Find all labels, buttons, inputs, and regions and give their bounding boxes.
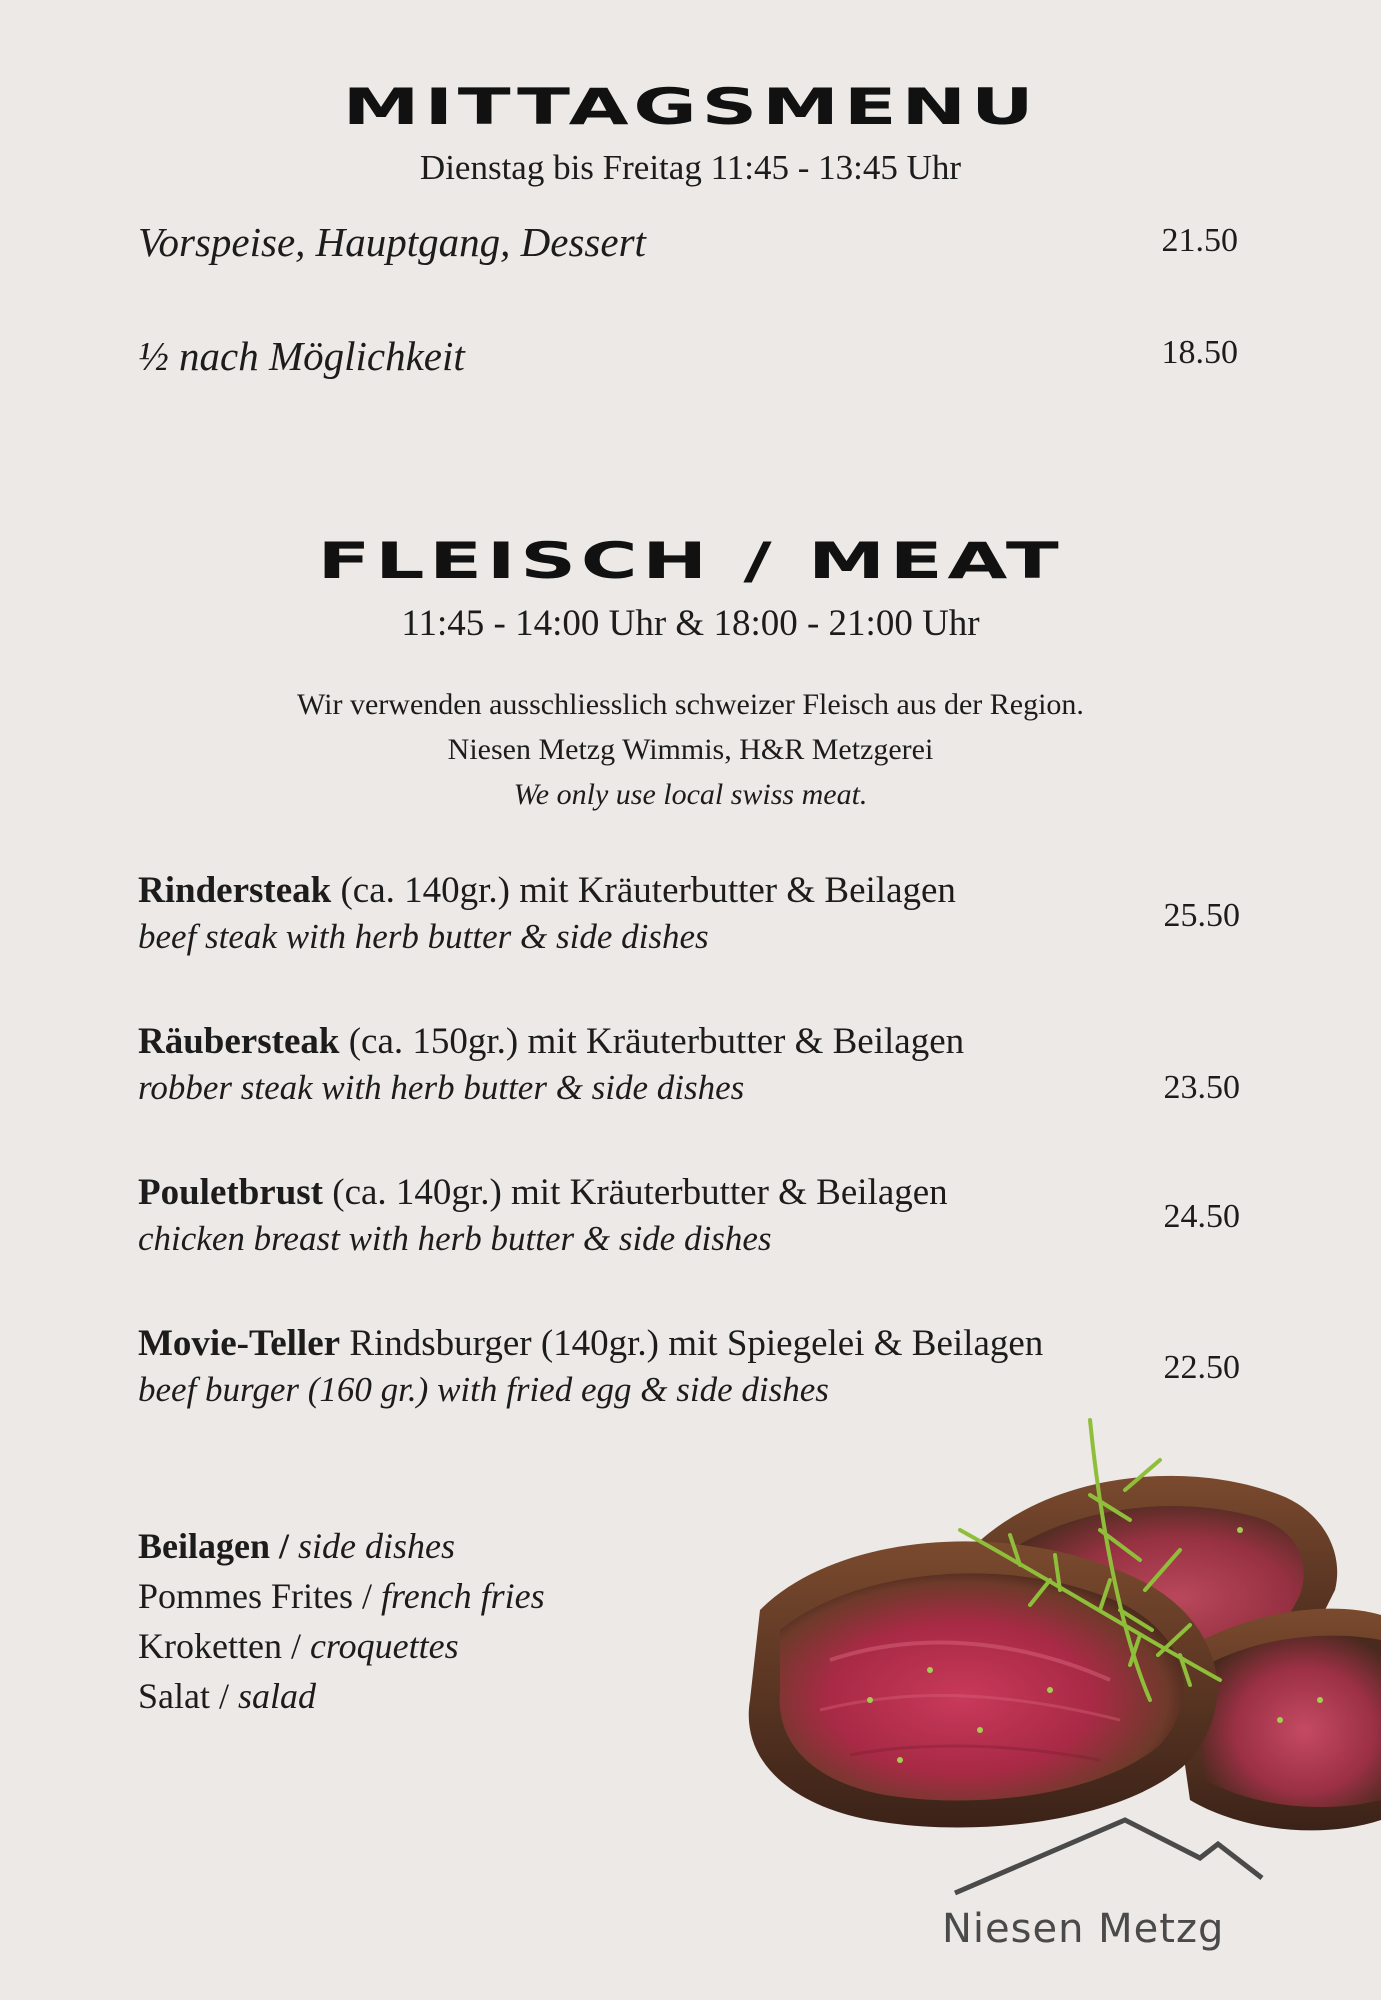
lunch-hours: Dienstag bis Freitag 11:45 - 13:45 Uhr [419,148,962,187]
menu-item [138,1019,964,1111]
side-dishes [138,1521,545,1721]
menu-item-name: Movie-Teller [138,1323,341,1364]
side-dish-item: Salat / salad [138,1676,316,1716]
meat-hours: 11:45 - 14:00 Uhr & 18:00 - 21:00 Uhr [401,603,980,644]
lunch-item-price: 18.50 [1161,334,1238,371]
side-dishes-heading: Beilagen / side dishes [138,1526,455,1566]
menu-item-price: 25.50 [1163,897,1240,934]
lunch-item-name: ½ nach Möglichkeit [138,333,465,379]
menu-item-desc: (ca. 140gr.) mit Kräuterbutter & Beilagen [331,870,956,911]
meat-title: FLEISCH / MEAT [317,532,1064,590]
menu-item-desc: Rindsburger (140gr.) mit Spiegelei & Beilagen [340,1323,1044,1364]
mountain-logo-icon [950,1808,1270,1898]
menu-item [138,1170,948,1262]
lunch-item-name: Vorspeise, Hauptgang, Dessert [138,219,646,265]
meat-note [0,682,1381,817]
menu-item [138,868,956,960]
menu-item-name: Räubersteak [138,1021,340,1062]
menu-item-desc: (ca. 140gr.) mit Kräuterbutter & Beilagen [323,1172,948,1213]
menu-item-english: beef steak with herb butter & side dishes [138,917,709,956]
lunch-title: MITTAGSMENU [342,78,1039,136]
meat-note-line: We only use local swiss meat. [513,778,868,811]
menu-item-name: Pouletbrust [138,1172,323,1213]
menu-item-english: chicken breast with herb butter & side dishes [138,1219,772,1258]
meat-note-line: Wir verwenden ausschliesslich schweizer Fleisch aus der Region. [297,688,1084,721]
side-dish-item: Kroketten / croquettes [138,1626,459,1666]
menu-item-desc: (ca. 150gr.) mit Kräuterbutter & Beilagen [339,1021,965,1062]
meat-note-line: Niesen Metzg Wimmis, H&R Metzgerei [447,733,934,766]
menu-item-english: robber steak with herb butter & side dishes [138,1068,745,1107]
menu-item-price: 22.50 [1163,1349,1240,1386]
logo-text: Niesen Metzg [942,1906,1225,1952]
side-dish-item: Pommes Frites / french fries [138,1576,545,1616]
menu-item-english: beef burger (160 gr.) with fried egg & side dishes [138,1370,829,1409]
lunch-item-price: 21.50 [1161,222,1238,259]
menu-item-name: Rindersteak [138,870,332,911]
menu-item-price: 23.50 [1163,1069,1240,1106]
menu-item-price: 24.50 [1163,1198,1240,1235]
